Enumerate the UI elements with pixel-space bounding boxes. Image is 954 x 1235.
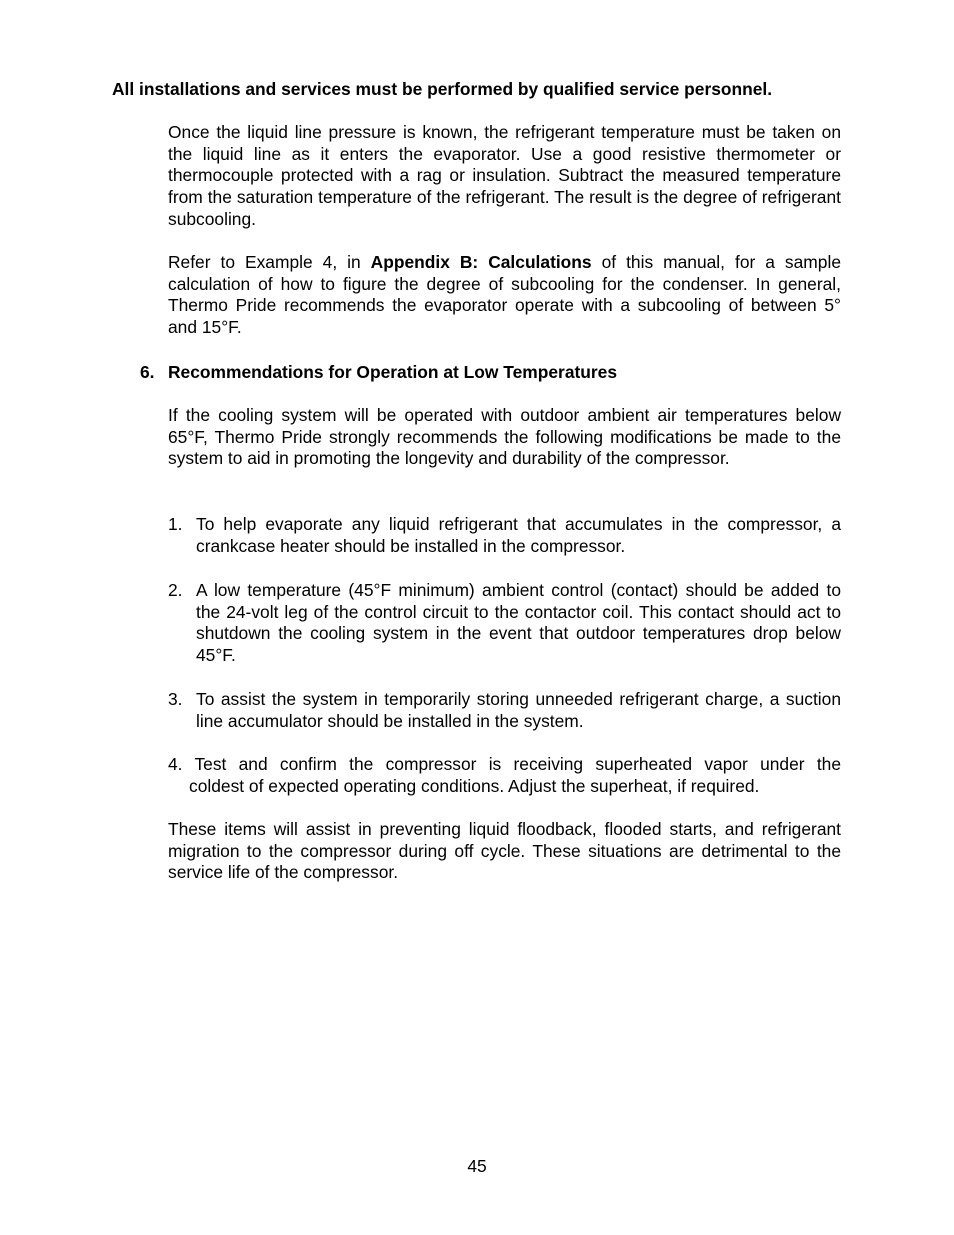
intro-paragraph: If the cooling system will be operated with outdoor ambient air temperatures below 65°F, Thermo Pride strongly recommends the following modifications be made to the system to aid in promoting the longevity and durability of the compressor.	[168, 405, 841, 469]
list-item-text: A low temperature (45°F minimum) ambient control (contact) should be added to the 24-volt leg of the control circuit to the contactor coil. This contact should act to shutdown the cooling system in the event that outdoor temperatures drop below 45°F.	[196, 580, 841, 666]
appendix-reference-text-after: of this manual, for a sample calculation of how to figure the degree of subcooling for the condenser. In general, Thermo Pride recommends the evaporator operate with a subcooling of between 5° and 15°F.	[168, 252, 841, 338]
page-number: 45	[467, 1156, 487, 1176]
section-heading	[140, 362, 617, 384]
appendix-reference-text-before: Refer to Example 4, in	[168, 252, 371, 272]
list-item	[168, 689, 841, 732]
list-item	[168, 514, 841, 557]
section-title: Recommendations for Operation at Low Temperatures	[168, 362, 618, 382]
list-item-text-line-2: coldest of expected operating conditions. Adjust the superheat, if required.	[189, 775, 760, 796]
list-item-text-line-1: 4. Test and confirm the compressor is receiving superheated vapor under the	[168, 754, 841, 774]
list-item-text: To help evaporate any liquid refrigerant that accumulates in the compressor, a crankcase heater should be installed in the compressor.	[196, 514, 841, 556]
appendix-reference-link-text: Appendix B: Calculations	[370, 252, 592, 272]
list-item-text: To assist the system in temporarily storing unneeded refrigerant charge, a suction line accumulator should be installed in the system.	[196, 689, 841, 731]
section-number: 6.	[140, 362, 155, 382]
list-item-number: 3.	[168, 689, 183, 709]
appendix-reference-paragraph	[168, 252, 841, 339]
closing-paragraph: These items will assist in preventing liquid floodback, flooded starts, and refrigerant migration to the compressor during off cycle. These situations are detrimental to the service life of the compressor.	[168, 819, 841, 883]
subcooling-paragraph: Once the liquid line pressure is known, the refrigerant temperature must be taken on the liquid line as it enters the evaporator. Use a good resistive thermometer or thermocouple protected with a rag or insulation. Subtract the measured temperature from the saturation temperature of the refrigerant. The result is the degree of refrigerant subcooling.	[168, 122, 841, 229]
list-item	[168, 580, 841, 667]
list-item	[168, 754, 841, 797]
safety-warning: All installations and services must be performed by qualified service personnel.	[112, 79, 773, 99]
list-item-number: 1.	[168, 514, 183, 534]
list-item-number: 2.	[168, 580, 183, 600]
